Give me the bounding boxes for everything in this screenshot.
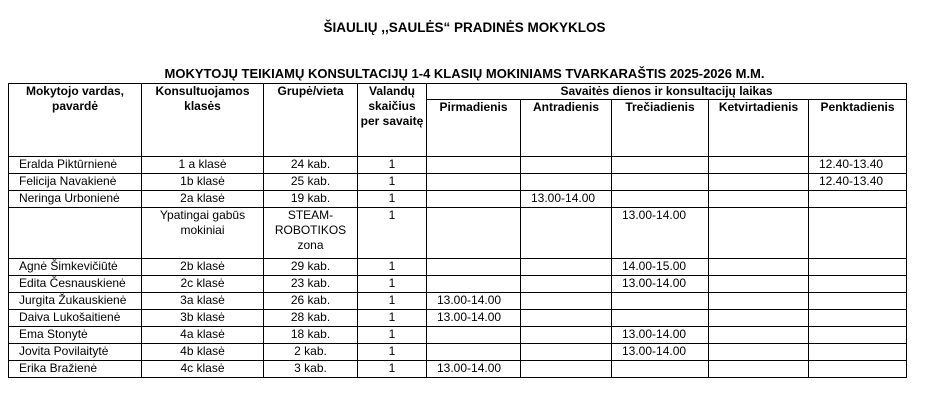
day-time-cell (709, 361, 809, 378)
day-time-cell (521, 361, 612, 378)
day-time-cell: 12.40-13.40 (809, 157, 907, 174)
day-time-cell (709, 344, 809, 361)
day-time-cell (427, 327, 521, 344)
day-time-cell (709, 293, 809, 310)
class-cell: 1 a klasė (142, 157, 264, 174)
table-row (9, 276, 907, 293)
day-time-cell (521, 259, 612, 276)
day-time-cell (427, 174, 521, 191)
school-title: ŠIAULIŲ ,,SAULĖS“ PRADINĖS MOKYKLOS (323, 20, 606, 35)
day-time-cell (709, 259, 809, 276)
group-cell: 3 kab. (264, 361, 358, 378)
class-cell: 4b klasė (142, 344, 264, 361)
group-cell: STEAM-ROBOTIKOS zona (264, 208, 358, 259)
header-day-monday: Pirmadienis (427, 100, 521, 157)
class-cell: Ypatingai gabūs mokiniai (142, 208, 264, 259)
group-cell: 24 kab. (264, 157, 358, 174)
day-time-cell: 12.40-13.40 (809, 174, 907, 191)
day-time-cell (809, 327, 907, 344)
teacher-cell: Edita Česnauskienė (9, 276, 142, 293)
class-cell: 3a klasė (142, 293, 264, 310)
table-row (9, 174, 907, 191)
day-time-cell (709, 174, 809, 191)
group-cell: 29 kab. (264, 259, 358, 276)
hours-cell: 1 (358, 344, 427, 361)
day-time-cell: 13.00-14.00 (427, 310, 521, 327)
day-time-cell (521, 208, 612, 259)
day-time-cell (809, 191, 907, 208)
hours-cell: 1 (358, 293, 427, 310)
teacher-cell: Jurgita Žukauskienė (9, 293, 142, 310)
day-time-cell: 14.00-15.00 (612, 259, 709, 276)
day-time-cell (521, 310, 612, 327)
day-time-cell (809, 276, 907, 293)
day-time-cell (521, 157, 612, 174)
class-cell: 4a klasė (142, 327, 264, 344)
group-cell: 25 kab. (264, 174, 358, 191)
day-time-cell: 13.00-14.00 (612, 276, 709, 293)
day-time-cell (612, 293, 709, 310)
teacher-cell: Eralda Piktūrnienė (9, 157, 142, 174)
header-hours: Valandų skaičius per savaitę (358, 84, 427, 157)
day-time-cell (709, 327, 809, 344)
day-time-cell (612, 191, 709, 208)
schedule-title: MOKYTOJŲ TEIKIAMŲ KONSULTACIJŲ 1-4 KLASIŲ MOKINIAMS TVARKARAŠTIS 2025-2026 M.M. (164, 66, 765, 81)
day-time-cell (521, 276, 612, 293)
day-time-cell (809, 361, 907, 378)
header-days-group: Savaitės dienos ir konsultacijų laikas (427, 84, 907, 100)
hours-cell: 1 (358, 327, 427, 344)
table-row (9, 344, 907, 361)
table-row (9, 208, 907, 259)
class-cell: 4c klasė (142, 361, 264, 378)
group-cell: 28 kab. (264, 310, 358, 327)
day-time-cell: 13.00-14.00 (612, 327, 709, 344)
hours-cell: 1 (358, 259, 427, 276)
day-time-cell (427, 259, 521, 276)
consultation-schedule-table (8, 83, 907, 378)
day-time-cell (709, 208, 809, 259)
table-row (9, 259, 907, 276)
day-time-cell: 13.00-14.00 (612, 344, 709, 361)
group-cell: 23 kab. (264, 276, 358, 293)
table-row (9, 157, 907, 174)
day-time-cell (612, 310, 709, 327)
day-time-cell (709, 276, 809, 293)
hours-cell: 1 (358, 157, 427, 174)
teacher-cell: Agnė Šimkevičiūtė (9, 259, 142, 276)
day-time-cell (809, 208, 907, 259)
hours-cell: 1 (358, 208, 427, 259)
day-time-cell (809, 310, 907, 327)
hours-cell: 1 (358, 276, 427, 293)
group-cell: 26 kab. (264, 293, 358, 310)
day-time-cell (612, 361, 709, 378)
day-time-cell (809, 344, 907, 361)
day-time-cell (427, 276, 521, 293)
day-time-cell: 13.00-14.00 (427, 293, 521, 310)
group-cell: 2 kab. (264, 344, 358, 361)
hours-cell: 1 (358, 174, 427, 191)
table-row (9, 361, 907, 378)
class-cell: 2c klasė (142, 276, 264, 293)
group-cell: 19 kab. (264, 191, 358, 208)
hours-cell: 1 (358, 191, 427, 208)
header-classes: Konsultuojamos klasės (142, 84, 264, 157)
class-cell: 1b klasė (142, 174, 264, 191)
day-time-cell (809, 259, 907, 276)
header-group: Grupė/vieta (264, 84, 358, 157)
day-time-cell (612, 174, 709, 191)
group-cell: 18 kab. (264, 327, 358, 344)
teacher-cell: Jovita Povilaitytė (9, 344, 142, 361)
teacher-cell: Daiva Lukošaitienė (9, 310, 142, 327)
teacher-cell: Felicija Navakienė (9, 174, 142, 191)
day-time-cell (427, 344, 521, 361)
day-time-cell (521, 174, 612, 191)
table-row (9, 310, 907, 327)
day-time-cell (521, 344, 612, 361)
day-time-cell: 13.00-14.00 (427, 361, 521, 378)
table-row (9, 191, 907, 208)
day-time-cell (427, 208, 521, 259)
table-row (9, 293, 907, 310)
teacher-cell: Neringa Urbonienė (9, 191, 142, 208)
table-row (9, 327, 907, 344)
day-time-cell (427, 191, 521, 208)
teacher-cell: Erika Bražienė (9, 361, 142, 378)
header-teacher: Mokytojo vardas, pavardė (9, 84, 142, 157)
class-cell: 3b klasė (142, 310, 264, 327)
day-time-cell (809, 293, 907, 310)
class-cell: 2a klasė (142, 191, 264, 208)
day-time-cell: 13.00-14.00 (521, 191, 612, 208)
day-time-cell (612, 157, 709, 174)
teacher-cell: Ema Stonytė (9, 327, 142, 344)
day-time-cell (709, 310, 809, 327)
header-day-friday: Penktadienis (809, 100, 907, 157)
day-time-cell (709, 157, 809, 174)
header-day-thursday: Ketvirtadienis (709, 100, 809, 157)
day-time-cell (521, 293, 612, 310)
day-time-cell (709, 191, 809, 208)
class-cell: 2b klasė (142, 259, 264, 276)
header-row (9, 84, 907, 100)
header-day-tuesday: Antradienis (521, 100, 612, 157)
day-time-cell (521, 327, 612, 344)
day-time-cell: 13.00-14.00 (612, 208, 709, 259)
day-time-cell (427, 157, 521, 174)
hours-cell: 1 (358, 361, 427, 378)
hours-cell: 1 (358, 310, 427, 327)
header-day-wednesday: Trečiadienis (612, 100, 709, 157)
teacher-cell (9, 208, 142, 259)
